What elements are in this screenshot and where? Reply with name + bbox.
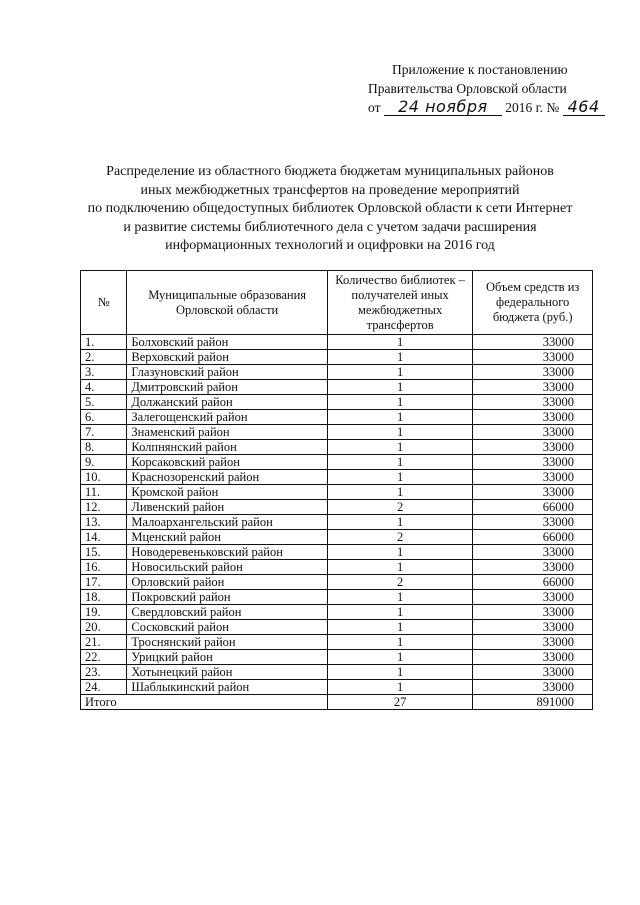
row-municipality: Должанский район bbox=[127, 395, 328, 410]
row-municipality: Урицкий район bbox=[127, 650, 328, 665]
row-number: 24. bbox=[81, 680, 127, 695]
header-number: № bbox=[81, 271, 127, 335]
row-library-count: 1 bbox=[327, 545, 472, 560]
row-number: 13. bbox=[81, 515, 127, 530]
row-library-count: 1 bbox=[327, 440, 472, 455]
row-library-count: 2 bbox=[327, 500, 472, 515]
row-federal-sum: 66000 bbox=[473, 530, 593, 545]
title-line: иных межбюджетных трансфертов на проведение мероприятий bbox=[140, 182, 520, 198]
row-municipality: Малоархангельский район bbox=[127, 515, 328, 530]
row-number: 1. bbox=[81, 335, 127, 350]
row-municipality: Новосильский район bbox=[127, 560, 328, 575]
approval-line-2: Правительства Орловской области bbox=[368, 81, 567, 96]
row-number: 20. bbox=[81, 620, 127, 635]
table-header-row bbox=[81, 271, 593, 335]
row-library-count: 2 bbox=[327, 575, 472, 590]
total-row bbox=[81, 695, 593, 710]
table-body bbox=[81, 335, 593, 710]
header-municipality: Муниципальные образования Орловской области bbox=[127, 271, 328, 335]
row-number: 23. bbox=[81, 665, 127, 680]
row-library-count: 1 bbox=[327, 455, 472, 470]
row-federal-sum: 66000 bbox=[473, 500, 593, 515]
row-municipality: Новодеревеньковский район bbox=[127, 545, 328, 560]
handwritten-number: 464 bbox=[563, 99, 605, 116]
row-federal-sum: 33000 bbox=[473, 350, 593, 365]
row-library-count: 1 bbox=[327, 515, 472, 530]
row-library-count: 1 bbox=[327, 365, 472, 380]
row-federal-sum: 33000 bbox=[473, 515, 593, 530]
row-number: 22. bbox=[81, 650, 127, 665]
document-title bbox=[60, 163, 600, 256]
row-number: 10. bbox=[81, 470, 127, 485]
row-library-count: 1 bbox=[327, 335, 472, 350]
row-municipality: Верховский район bbox=[127, 350, 328, 365]
row-library-count: 2 bbox=[327, 530, 472, 545]
total-library-count: 27 bbox=[327, 695, 472, 710]
table-row bbox=[81, 680, 593, 695]
row-federal-sum: 33000 bbox=[473, 485, 593, 500]
row-municipality: Сосковский район bbox=[127, 620, 328, 635]
row-federal-sum: 33000 bbox=[473, 650, 593, 665]
table-row bbox=[81, 350, 593, 365]
table-row bbox=[81, 665, 593, 680]
row-number: 5. bbox=[81, 395, 127, 410]
row-federal-sum: 33000 bbox=[473, 605, 593, 620]
row-number: 19. bbox=[81, 605, 127, 620]
approval-line-1: Приложение к постановлению bbox=[392, 62, 568, 77]
table-row bbox=[81, 470, 593, 485]
row-number: 21. bbox=[81, 635, 127, 650]
table-row bbox=[81, 560, 593, 575]
table-row bbox=[81, 575, 593, 590]
row-federal-sum: 33000 bbox=[473, 635, 593, 650]
row-federal-sum: 33000 bbox=[473, 380, 593, 395]
row-municipality: Колпнянский район bbox=[127, 440, 328, 455]
row-municipality: Мценский район bbox=[127, 530, 328, 545]
row-federal-sum: 66000 bbox=[473, 575, 593, 590]
row-federal-sum: 33000 bbox=[473, 410, 593, 425]
row-number: 18. bbox=[81, 590, 127, 605]
row-municipality: Краснозоренский район bbox=[127, 470, 328, 485]
row-library-count: 1 bbox=[327, 605, 472, 620]
table-row bbox=[81, 395, 593, 410]
table-row bbox=[81, 515, 593, 530]
header-federal-sum: Объем средств из федерального бюджета (руб.) bbox=[473, 271, 593, 335]
distribution-table bbox=[80, 270, 593, 710]
row-municipality: Троснянский район bbox=[127, 635, 328, 650]
approval-block bbox=[368, 60, 608, 117]
row-number: 6. bbox=[81, 410, 127, 425]
title-line: Распределение из областного бюджета бюджетам муниципальных районов bbox=[106, 164, 554, 179]
row-municipality: Знаменский район bbox=[127, 425, 328, 440]
row-federal-sum: 33000 bbox=[473, 620, 593, 635]
approval-date-line bbox=[368, 98, 608, 117]
row-federal-sum: 33000 bbox=[473, 560, 593, 575]
row-municipality: Покровский район bbox=[127, 590, 328, 605]
row-library-count: 1 bbox=[327, 680, 472, 695]
table-row bbox=[81, 545, 593, 560]
table-row bbox=[81, 380, 593, 395]
row-number: 3. bbox=[81, 365, 127, 380]
table-row bbox=[81, 410, 593, 425]
row-municipality: Дмитровский район bbox=[127, 380, 328, 395]
row-federal-sum: 33000 bbox=[473, 665, 593, 680]
row-library-count: 1 bbox=[327, 425, 472, 440]
row-federal-sum: 33000 bbox=[473, 455, 593, 470]
header-library-count: Количество библиотек – получателей иных межбюджетных трансфертов bbox=[327, 271, 472, 335]
row-municipality: Орловский район bbox=[127, 575, 328, 590]
approval-year: 2016 г. № bbox=[505, 100, 560, 115]
table-row bbox=[81, 455, 593, 470]
row-federal-sum: 33000 bbox=[473, 545, 593, 560]
row-library-count: 1 bbox=[327, 350, 472, 365]
row-library-count: 1 bbox=[327, 620, 472, 635]
row-municipality: Свердловский район bbox=[127, 605, 328, 620]
row-number: 15. bbox=[81, 545, 127, 560]
row-library-count: 1 bbox=[327, 665, 472, 680]
row-federal-sum: 33000 bbox=[473, 440, 593, 455]
row-federal-sum: 33000 bbox=[473, 590, 593, 605]
table-row bbox=[81, 425, 593, 440]
row-number: 8. bbox=[81, 440, 127, 455]
row-library-count: 1 bbox=[327, 485, 472, 500]
row-number: 9. bbox=[81, 455, 127, 470]
row-number: 2. bbox=[81, 350, 127, 365]
row-federal-sum: 33000 bbox=[473, 470, 593, 485]
table-row bbox=[81, 635, 593, 650]
row-library-count: 1 bbox=[327, 590, 472, 605]
row-number: 16. bbox=[81, 560, 127, 575]
row-number: 14. bbox=[81, 530, 127, 545]
table-row bbox=[81, 335, 593, 350]
title-line: и развитие системы библиотечного дела с учетом задачи расширения bbox=[123, 219, 537, 235]
title-line: по подключению общедоступных библиотек Орловской области к сети Интернет bbox=[87, 201, 573, 216]
table-row bbox=[81, 500, 593, 515]
row-municipality: Глазуновский район bbox=[127, 365, 328, 380]
row-municipality: Кромской район bbox=[127, 485, 328, 500]
row-number: 4. bbox=[81, 380, 127, 395]
row-municipality: Корсаковский район bbox=[127, 455, 328, 470]
table-row bbox=[81, 605, 593, 620]
row-municipality: Болховский район bbox=[127, 335, 328, 350]
row-library-count: 1 bbox=[327, 635, 472, 650]
row-federal-sum: 33000 bbox=[473, 680, 593, 695]
handwritten-date: 24 ноября bbox=[384, 99, 502, 116]
row-municipality: Хотынецкий район bbox=[127, 665, 328, 680]
table-row bbox=[81, 440, 593, 455]
row-library-count: 1 bbox=[327, 380, 472, 395]
row-municipality: Ливенский район bbox=[127, 500, 328, 515]
row-federal-sum: 33000 bbox=[473, 395, 593, 410]
row-library-count: 1 bbox=[327, 395, 472, 410]
table-row bbox=[81, 620, 593, 635]
approval-prefix: от bbox=[368, 100, 381, 115]
table-row bbox=[81, 485, 593, 500]
row-number: 12. bbox=[81, 500, 127, 515]
row-federal-sum: 33000 bbox=[473, 425, 593, 440]
table-row bbox=[81, 530, 593, 545]
row-library-count: 1 bbox=[327, 410, 472, 425]
row-number: 11. bbox=[81, 485, 127, 500]
table-row bbox=[81, 650, 593, 665]
row-municipality: Шаблыкинский район bbox=[127, 680, 328, 695]
row-library-count: 1 bbox=[327, 470, 472, 485]
row-federal-sum: 33000 bbox=[473, 365, 593, 380]
row-library-count: 1 bbox=[327, 560, 472, 575]
title-line: информационных технологий и оцифровки на 2016 год bbox=[165, 238, 495, 253]
row-number: 17. bbox=[81, 575, 127, 590]
row-federal-sum: 33000 bbox=[473, 335, 593, 350]
table-row bbox=[81, 590, 593, 605]
total-federal-sum: 891000 bbox=[473, 695, 593, 710]
row-number: 7. bbox=[81, 425, 127, 440]
table-row bbox=[81, 365, 593, 380]
total-label: Итого bbox=[81, 695, 328, 710]
row-library-count: 1 bbox=[327, 650, 472, 665]
row-municipality: Залегощенский район bbox=[127, 410, 328, 425]
